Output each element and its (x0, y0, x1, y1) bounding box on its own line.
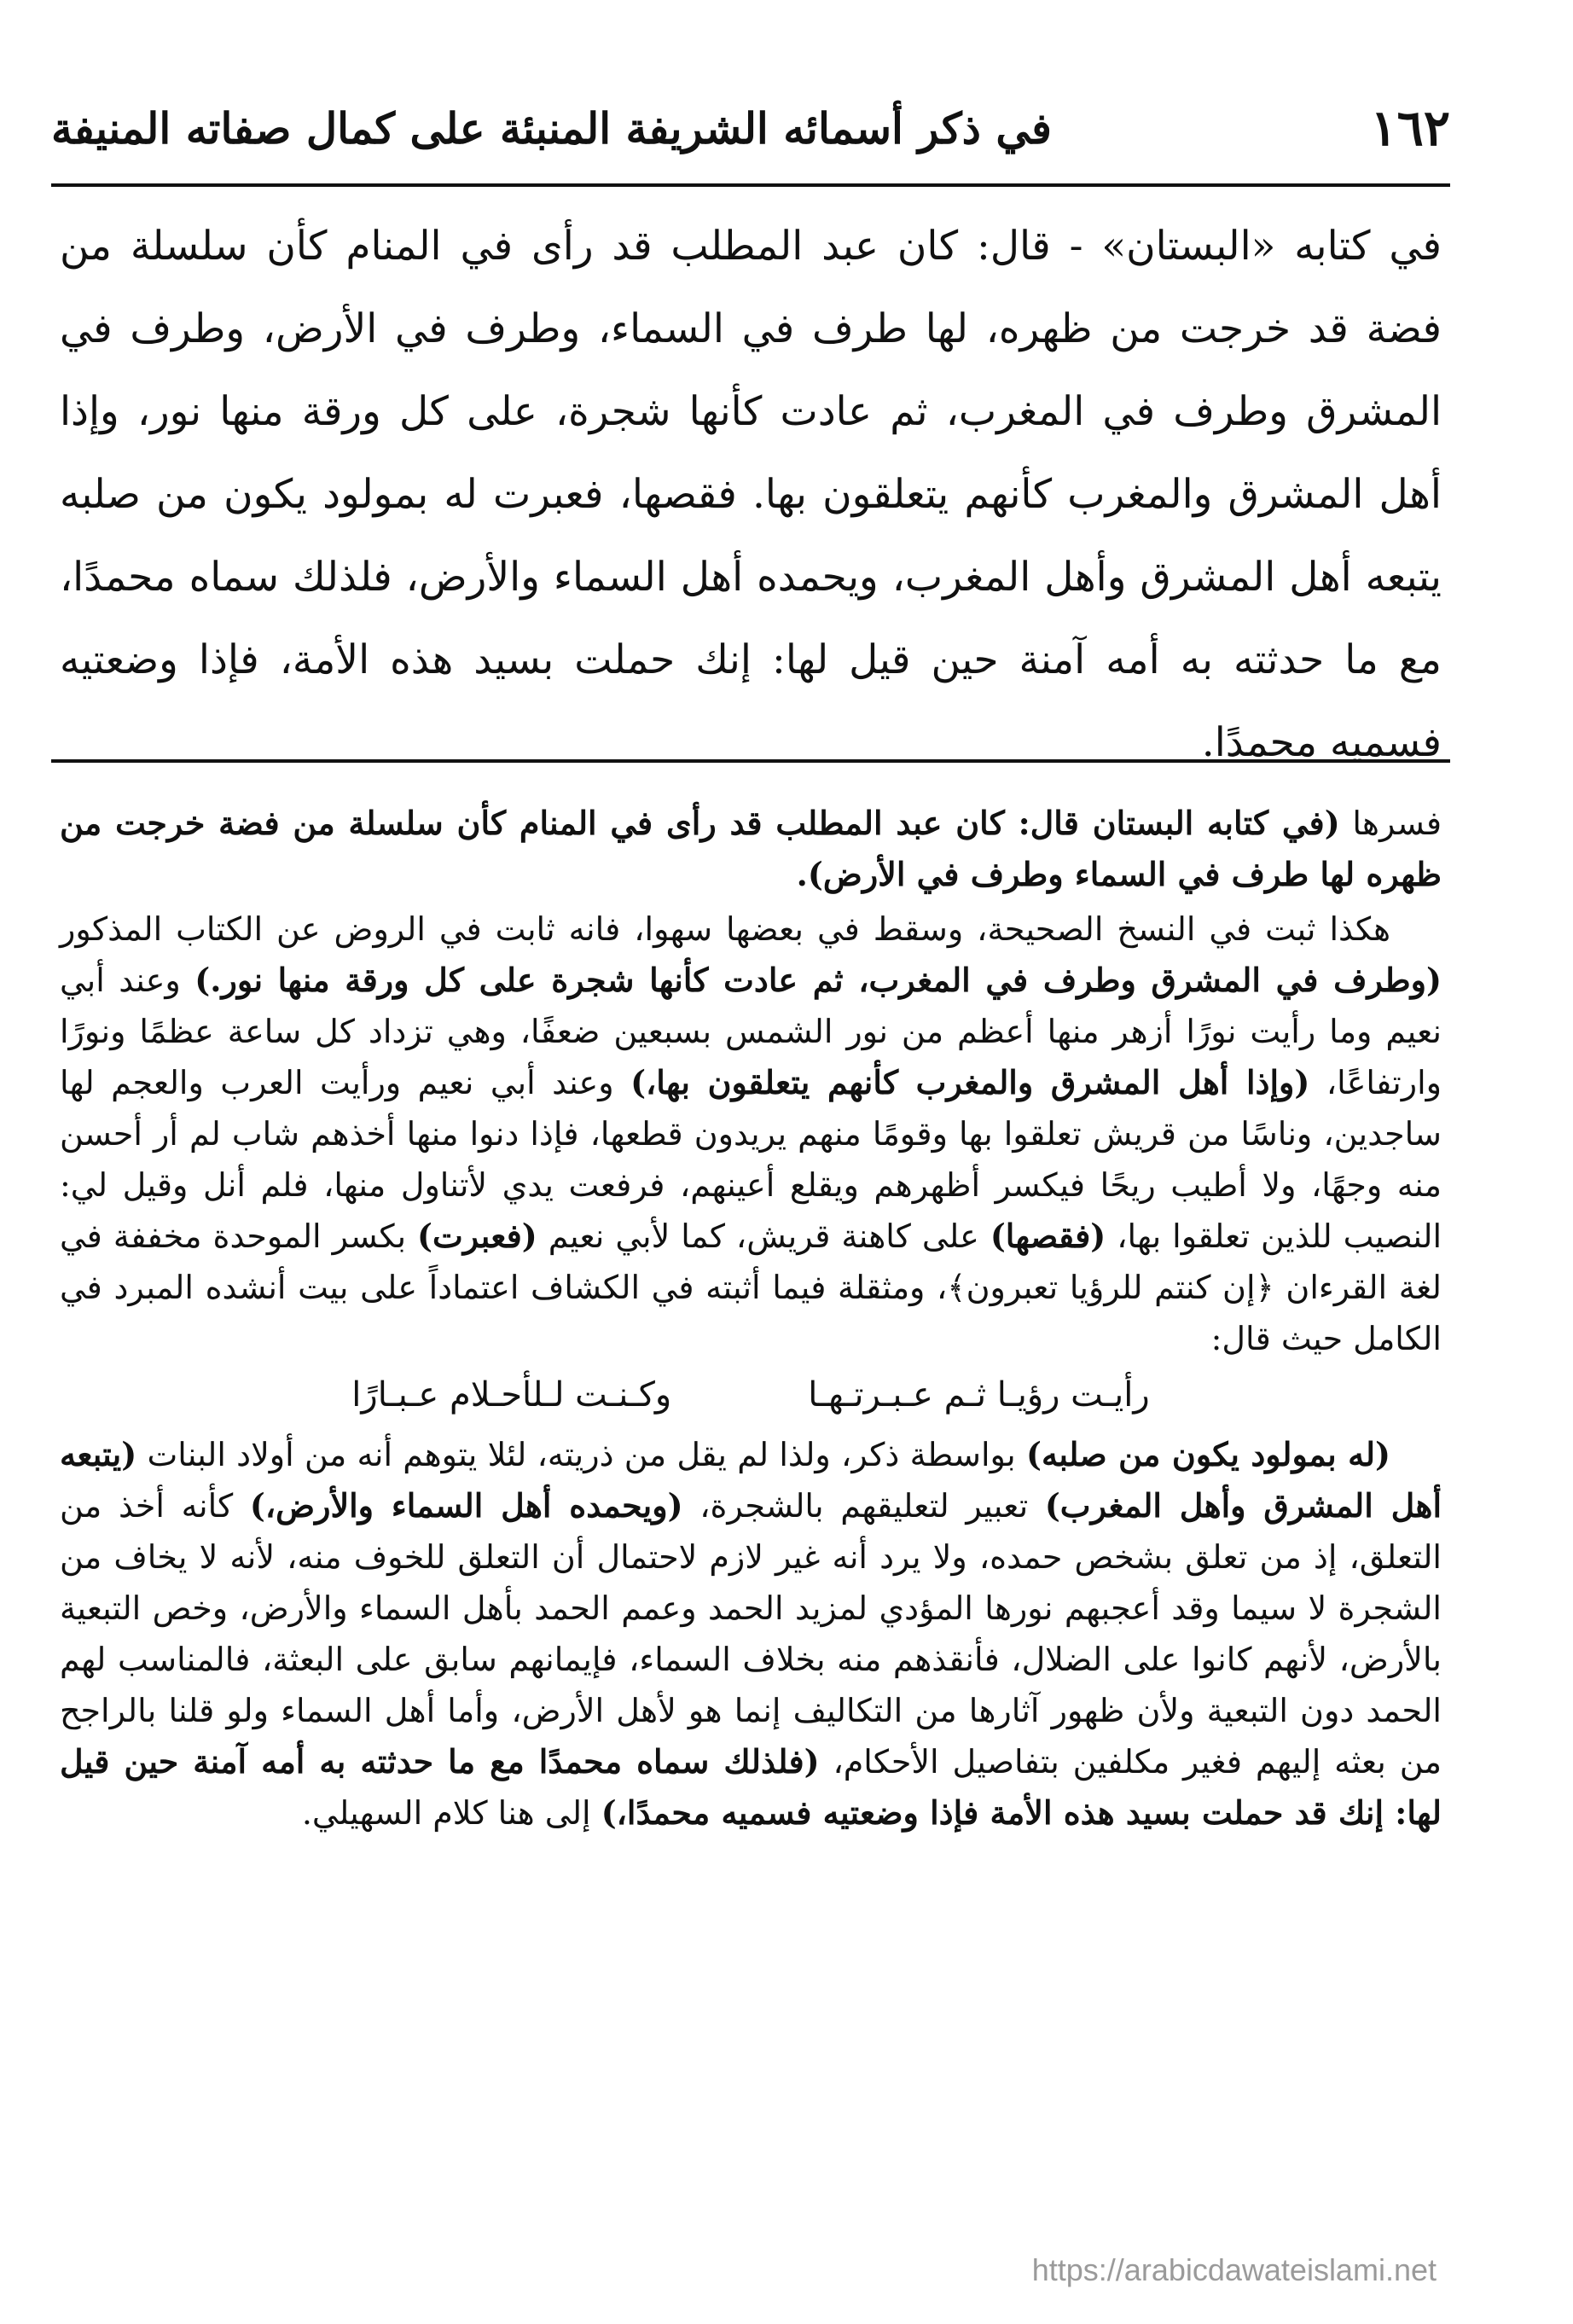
commentary-text: تعبير لتعليقهم بالشجرة، (682, 1487, 1045, 1525)
commentary-text: وعند أبي نعيم وما رأيت نورًا أزهر منها أعظم من نور الشمس بسبعين ضعفًا، وهي تزداد كل ساعة عظمًا ونورًا وارتفاعًا، (60, 962, 1442, 1101)
quoted-text: (فلذلك سماه محمدًا مع ما حدثته به أمه آمنة حين قيل لها: إنك قد حملت بسيد هذه الأمة فإذا وضعتيه فسميه محمدًا،) (60, 1742, 1442, 1832)
page-header (51, 81, 1450, 175)
commentary-text: بواسطة ذكر، ولذا لم يقل من ذريته، لئلا يتوهم أنه من أولاد البنات (136, 1436, 1027, 1473)
poetry-verse (60, 1369, 1442, 1421)
quoted-text: (فعبرت) (417, 1217, 537, 1255)
quoted-text: (فقصها) (990, 1217, 1106, 1255)
quoted-text: (وطرف في المشرق وطرف في المغرب، ثم عادت كأنها شجرة على كل ورقة منها نور.) (194, 961, 1442, 999)
page-number: ١٦٢ (1370, 99, 1450, 157)
commentary-text: بكسر الموحدة مخففة في لغة القرءان ﴿إن كنتم للرؤيا تعبرون﴾، ومثقلة فيما أثبته في الكشاف اعتماداً على بيت أنشده المبرد في الكامل حيث قال: (60, 1217, 1442, 1357)
quoted-text: (يتبعه أهل المشرق وأهل المغرب) (60, 1435, 1442, 1525)
verse-second-hemistich: وكـنـت لـلأحـلام عـبـارًا (351, 1375, 672, 1415)
watermark: https://arabicdawateislami.net (1031, 2252, 1437, 2287)
commentary-text: هكذا ثبت في النسخ الصحيحة، وسقط في بعضها سهوا، فانه ثابت في الروض عن الكتاب المذكور (60, 910, 1390, 948)
commentary-text: إلى هنا كلام السهيلي. (301, 1794, 601, 1832)
commentary-text: وعند أبي نعيم ورأيت العرب والعجم لها ساجدين، وناسًا من قريش تعلقوا بها وقومًا منهم يريدون قطعها، فإذا دنوا منها أخذهم شاب لم أر أحسن منه وجهًا، ولا أطيب ريحًا فيكسر أظهرهم ويقلع أعينهم، فرفعت يدي لأتناول منها، فلم أنل وقيل لي: النصيب للذين تعلقوا بها، (60, 1064, 1442, 1255)
commentary-text: فسرها (1339, 805, 1442, 842)
commentary (60, 798, 1442, 1842)
commentary-paragraph (60, 1429, 1442, 1839)
header-divider (51, 183, 1450, 187)
commentary-paragraph (60, 798, 1442, 900)
commentary-text: على كاهنة قريش، كما لأبي نعيم (537, 1217, 990, 1255)
running-title: في ذكر أسمائه الشريفة المنبئة على كمال صفاته المنيفة (51, 102, 1052, 154)
commentary-paragraph (60, 903, 1442, 1364)
commentary-divider (51, 759, 1450, 763)
commentary-text: كأنه أخذ من التعلق، إذ من تعلق بشخص حمده، ولا يرد أنه غير لازم لاحتمال أن التعلق للخوف منه، لأنه لا يخاف من الشجرة لا سيما وقد أعجبهم نورها المؤدي لمزيد الحمد وعمم الحمد بأهل السماء والأرض، وخص التبعية بالأرض، لأنهم كانوا على الضلال، فأنقذهم منه بخلاف السماء، فإيمانهم سابق على البعثة، فالمناسب لهم الحمد دون التبعية ولأن ظهور آثارها من التكاليف إنما هو لأهل الأرض، وأما أهل السماء ولو قلنا بالراجح من بعثه إليهم فغير مكلفين بتفاصيل الأحكام، (60, 1487, 1442, 1781)
quoted-text: (له بمولود يكون من صلبه) (1026, 1435, 1391, 1473)
quoted-text: (ويحمده أهل السماء والأرض،) (249, 1486, 683, 1525)
quoted-text: (وإذا أهل المشرق والمغرب كأنهم يتعلقون بها،) (630, 1063, 1310, 1101)
main-text: في كتابه «البستان» - قال: كان عبد المطلب قد رأى في المنام كأن سلسلة من فضة قد خرجت من ظهره، لها طرف في السماء، وطرف في الأرض، وطرف في المشرق وطرف في المغرب، ثم عادت كأنها شجرة، على كل ورقة منها نور، وإذا أهل المشرق والمغرب كأنهم يتعلقون بها. فقصها، فعبرت له بمولود يكون من صلبه يتبعه أهل المشرق وأهل المغرب، ويحمده أهل السماء والأرض، فلذلك سماه محمدًا، مع ما حدثته به أمه آمنة حين قيل لها: إنك حملت بسيد هذه الأمة، فإذا وضعتيه فسميه محمدًا. (60, 223, 1442, 766)
verse-first-hemistich: رأيـت رؤيـا ثـم عـبـرتـهـا (808, 1375, 1150, 1415)
quoted-text: (في كتابه البستان قال: كان عبد المطلب قد رأى في المنام كأن سلسلة من فضة خرجت من ظهره لها طرف في السماء وطرف في الأرض). (60, 804, 1442, 893)
